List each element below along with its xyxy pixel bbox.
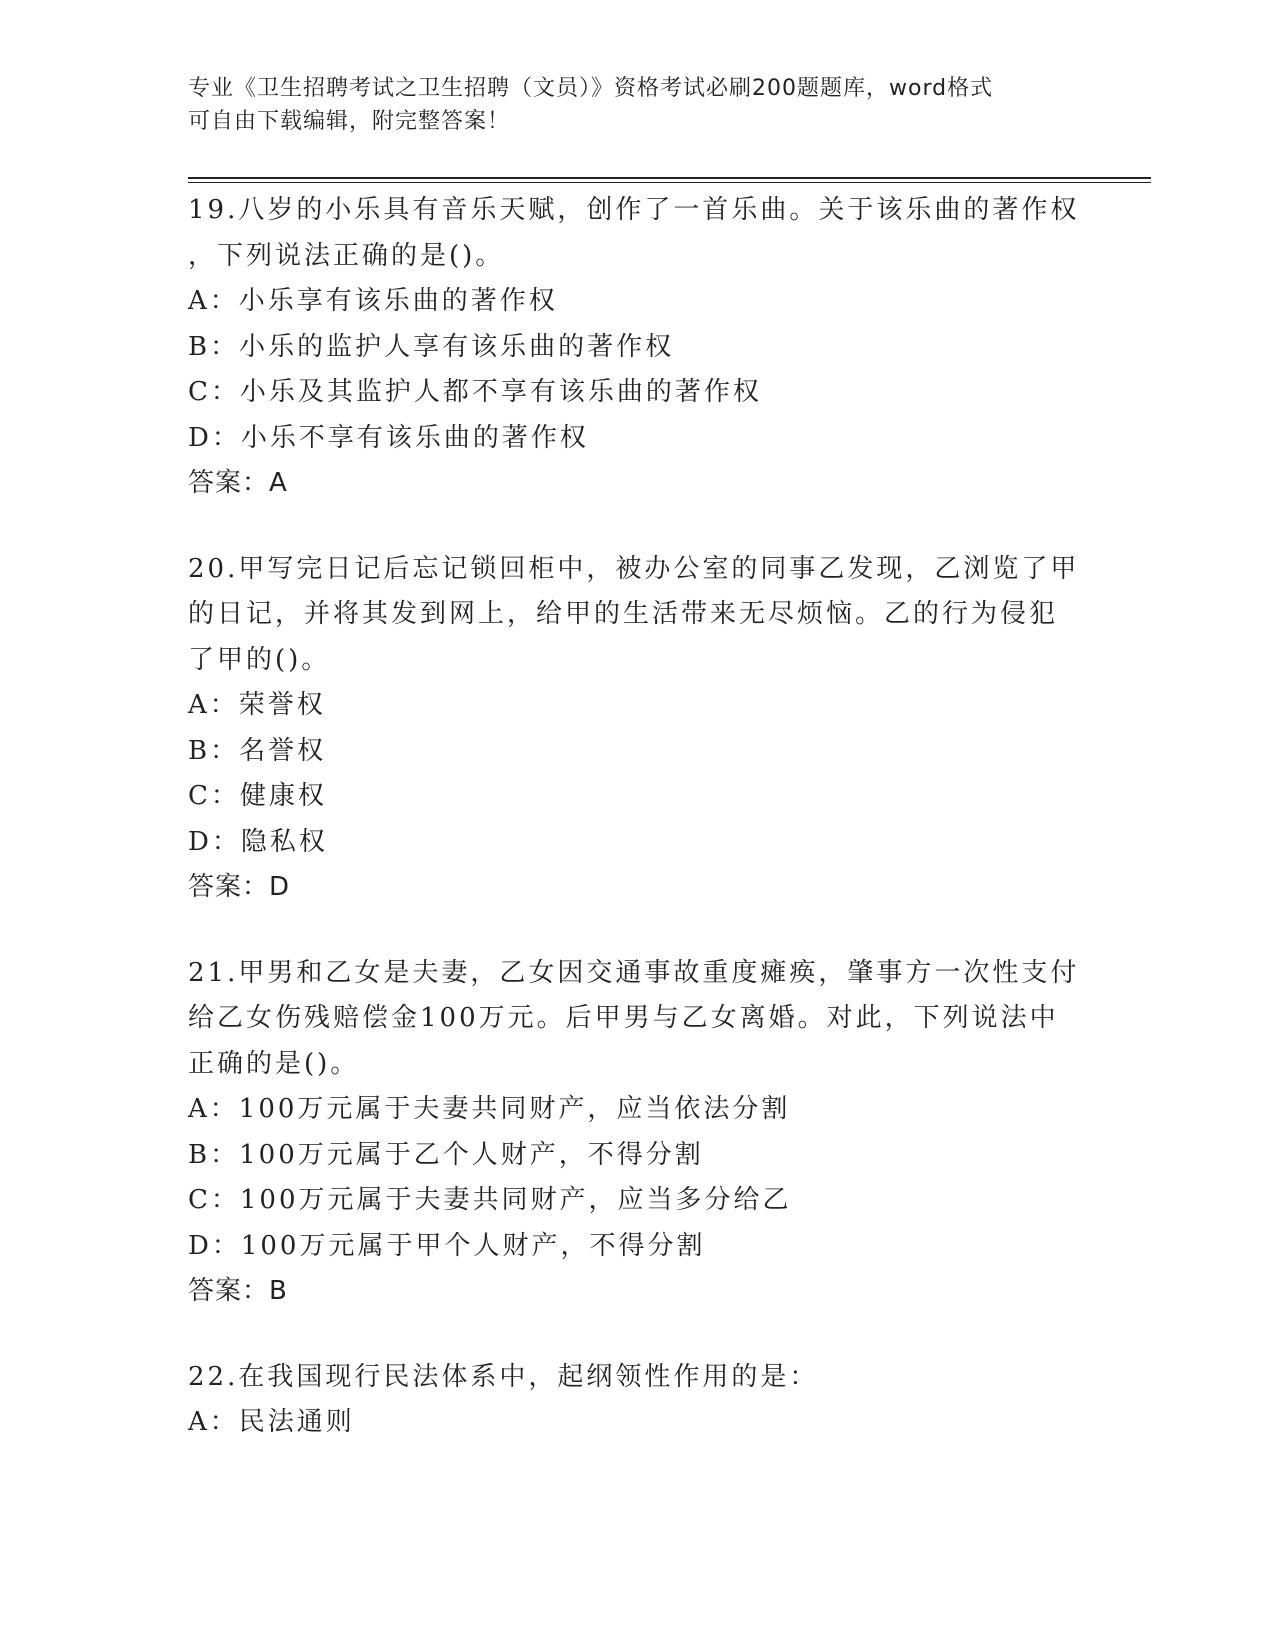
answer-line: 答案：B (188, 1276, 288, 1306)
answer-line: 答案：D (188, 872, 291, 902)
option-b: B：100万元属于乙个人财产，不得分割 (188, 1139, 704, 1170)
header-divider-thick (188, 177, 1151, 179)
question-20 (188, 547, 1088, 911)
document-header (188, 72, 1088, 138)
question-stem-line: 22.在我国现行民法体系中，起纲领性作用的是： (188, 1361, 819, 1392)
question-21 (188, 951, 1088, 1315)
option-a: A：100万元属于夫妻共同财产，应当依法分割 (188, 1094, 791, 1124)
question-19 (188, 188, 1088, 507)
answer-line: 答案：A (188, 468, 288, 498)
question-stem-line: ，下列说法正确的是()。 (188, 240, 505, 271)
option-a: A：民法通则 (188, 1407, 355, 1437)
option-a: A：小乐享有该乐曲的著作权 (188, 286, 558, 316)
question-stem-line: 正确的是()。 (188, 1048, 360, 1079)
question-stem-line: 的日记，并将其发到网上，给甲的生活带来无尽烦恼。乙的行为侵犯 (188, 599, 1059, 629)
option-b: B：名誉权 (188, 735, 327, 766)
option-c: C：健康权 (188, 781, 327, 811)
option-c: C：小乐及其监护人都不享有该乐曲的著作权 (188, 377, 762, 407)
option-d: D：100万元属于甲个人财产，不得分割 (188, 1230, 706, 1261)
option-c: C：100万元属于夫妻共同财产，应当多分给乙 (188, 1185, 792, 1215)
question-stem-line: 20.甲写完日记后忘记锁回柜中，被办公室的同事乙发现，乙浏览了甲 (188, 553, 1080, 584)
option-b: B：小乐的监护人享有该乐曲的著作权 (188, 331, 675, 362)
header-line: 专业《卫生招聘考试之卫生招聘（文员）》资格考试必刷200题题库，word格式 (188, 76, 994, 101)
question-stem-line: 给乙女伤残赔偿金100万元。后甲男与乙女离婚。对此，下列说法中 (188, 1003, 1059, 1033)
question-22 (188, 1355, 1088, 1446)
question-list (188, 188, 1088, 1486)
option-d: D：小乐不享有该乐曲的著作权 (188, 422, 589, 453)
header-divider-thin (188, 182, 1151, 183)
question-stem-line: 19.八岁的小乐具有音乐天赋，创作了一首乐曲。关于该乐曲的著作权 (188, 195, 1080, 225)
option-d: D：隐私权 (188, 826, 328, 857)
question-stem-line: 21.甲男和乙女是夫妻，乙女因交通事故重度瘫痪，肇事方一次性支付 (188, 957, 1080, 988)
question-stem-line: 了甲的()。 (188, 644, 331, 675)
header-line: 可自由下载编辑，附完整答案！ (188, 109, 511, 134)
option-a: A：荣誉权 (188, 690, 326, 720)
